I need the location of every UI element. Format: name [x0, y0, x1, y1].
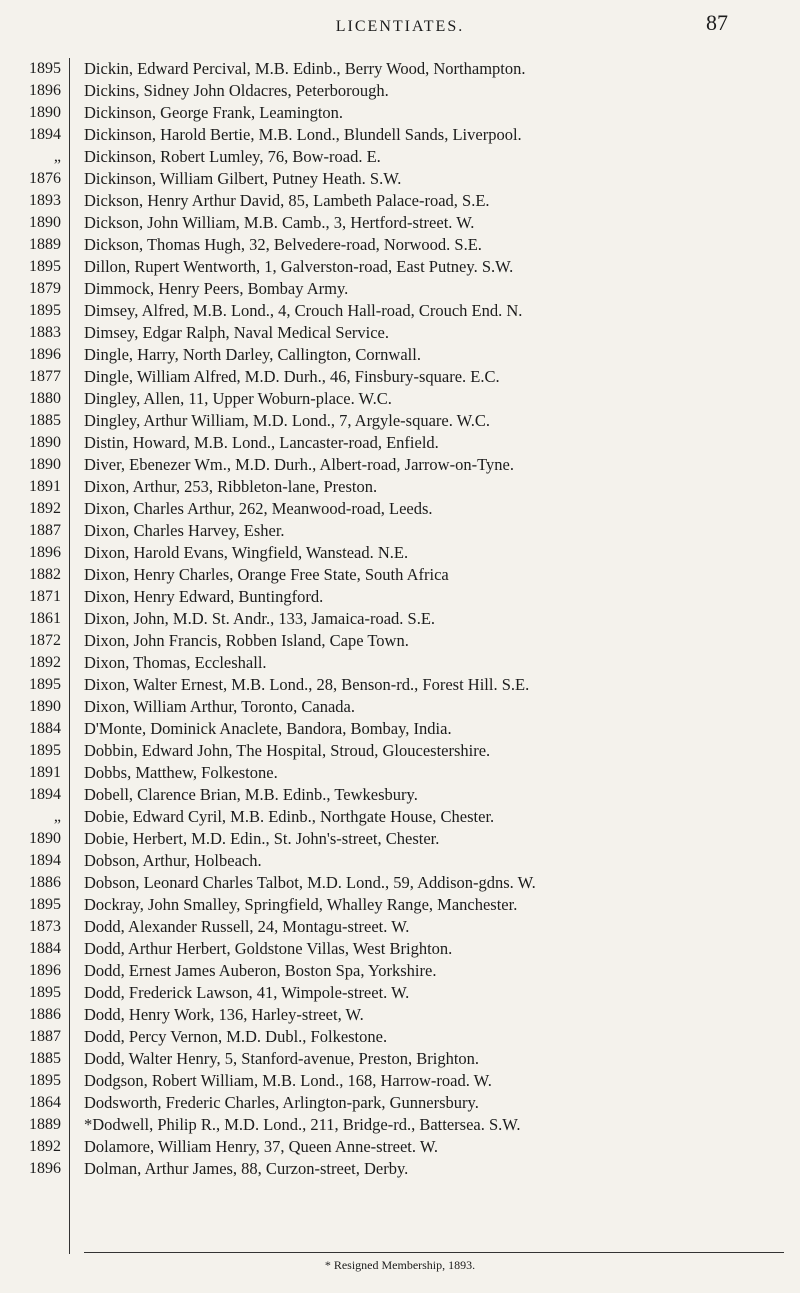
year: 1895: [29, 258, 61, 275]
entry-text: Dickinson, William Gilbert, Putney Heath. S.W.: [84, 169, 402, 188]
entry-text: Dodd, Alexander Russell, 24, Montagu-street. W.: [84, 917, 410, 936]
year: 1895: [29, 896, 61, 913]
footnote: * Resigned Membership, 1893.: [324, 1258, 476, 1272]
entry-text: Dobbs, Matthew, Folkestone.: [84, 763, 278, 782]
year: 1889: [29, 1116, 61, 1133]
entry-text: Dixon, Arthur, 253, Ribbleton-lane, Preston.: [84, 477, 378, 496]
entry-text: Dingley, Allen, 11, Upper Woburn-place. W.C.: [84, 389, 392, 408]
page-number: 87: [706, 10, 728, 35]
entry-text: Dodd, Frederick Lawson, 41, Wimpole-street. W.: [84, 983, 410, 1002]
entry-text: Dickins, Sidney John Oldacres, Peterborough.: [84, 81, 389, 100]
entry-text: Dodd, Henry Work, 136, Harley-street, W.: [84, 1005, 364, 1024]
entry-text: Dolman, Arthur James, 88, Curzon-street, Derby.: [84, 1159, 409, 1178]
year: 1889: [29, 236, 61, 253]
entry-text: Dillon, Rupert Wentworth, 1, Galverston-road, East Putney. S.W.: [84, 257, 514, 276]
year: 1871: [29, 588, 61, 605]
entry-text: Dodd, Ernest James Auberon, Boston Spa, Yorkshire.: [84, 961, 437, 980]
entry-text: Dixon, Thomas, Eccleshall.: [84, 653, 267, 672]
year: 1891: [29, 764, 61, 781]
footnote-rule: [84, 1252, 784, 1253]
entry-text: Dixon, Charles Harvey, Esher.: [84, 521, 285, 540]
year-column: [0, 58, 70, 1254]
year: 1896: [29, 346, 61, 363]
year: 1896: [29, 544, 61, 561]
year: 1876: [29, 170, 61, 187]
year: 1896: [29, 82, 61, 99]
year: 1884: [29, 720, 61, 737]
year: 1890: [29, 456, 61, 473]
entry-text: Dingle, William Alfred, M.D. Durh., 46, Finsbury-square. E.C.: [84, 367, 500, 386]
entry-text: Dixon, John Francis, Robben Island, Cape Town.: [84, 631, 409, 650]
entry-text: Dodd, Percy Vernon, M.D. Dubl., Folkestone.: [84, 1027, 388, 1046]
year: 1880: [29, 390, 61, 407]
year: 1883: [29, 324, 61, 341]
year: 1882: [29, 566, 61, 583]
year: 1894: [29, 852, 61, 869]
year: 1872: [29, 632, 61, 649]
entry-text: Dixon, Henry Edward, Buntingford.: [84, 587, 324, 606]
year: 1886: [29, 1006, 61, 1023]
entry-text: Dickinson, Robert Lumley, 76, Bow-road. E.: [84, 147, 381, 166]
entry-text: Dixon, Harold Evans, Wingfield, Wanstead. N.E.: [84, 543, 409, 562]
year: 1892: [29, 500, 61, 517]
entry-text: Dickson, Henry Arthur David, 85, Lambeth Palace-road, S.E.: [84, 191, 490, 210]
entry-text: Dodgson, Robert William, M.B. Lond., 168, Harrow-road. W.: [84, 1071, 492, 1090]
year: 1864: [29, 1094, 61, 1111]
entry-text: Dixon, Walter Ernest, M.B. Lond., 28, Benson-rd., Forest Hill. S.E.: [84, 675, 530, 694]
year: 1884: [29, 940, 61, 957]
entry-text: Dixon, John, M.D. St. Andr., 133, Jamaica-road. S.E.: [84, 609, 436, 628]
year: 1892: [29, 1138, 61, 1155]
year: 1890: [29, 830, 61, 847]
year: 1877: [29, 368, 61, 385]
entry-text: Dobson, Leonard Charles Talbot, M.D. Lond., 59, Addison-gdns. W.: [84, 873, 536, 892]
year: 1887: [29, 1028, 61, 1045]
entry-text: Dixon, Henry Charles, Orange Free State, South Africa: [84, 565, 449, 584]
year: „: [53, 808, 61, 825]
year: 1896: [29, 1160, 61, 1177]
entry-text: *Dodwell, Philip R., M.D. Lond., 211, Bridge-rd., Battersea. S.W.: [84, 1115, 521, 1134]
entry-text: Dingley, Arthur William, M.D. Lond., 7, Argyle-square. W.C.: [84, 411, 490, 430]
year: 1886: [29, 874, 61, 891]
entry-text: Dickson, John William, M.B. Camb., 3, Hertford-street. W.: [84, 213, 475, 232]
entry-text: Dodd, Walter Henry, 5, Stanford-avenue, Preston, Brighton.: [84, 1049, 480, 1068]
page-header: [0, 8, 800, 38]
entry-text: Dixon, William Arthur, Toronto, Canada.: [84, 697, 355, 716]
year: 1890: [29, 434, 61, 451]
entry-text: Dockray, John Smalley, Springfield, Whalley Range, Manchester.: [84, 895, 518, 914]
year: 1885: [29, 1050, 61, 1067]
year: 1895: [29, 302, 61, 319]
year: 1895: [29, 984, 61, 1001]
year: 1894: [29, 786, 61, 803]
entry-text: Dodd, Arthur Herbert, Goldstone Villas, West Brighton.: [84, 939, 453, 958]
year: „: [53, 148, 61, 165]
entries-column: [84, 58, 794, 1180]
entry-text: Dimmock, Henry Peers, Bombay Army.: [84, 279, 349, 298]
year: 1896: [29, 962, 61, 979]
entry-text: Dimsey, Edgar Ralph, Naval Medical Service.: [84, 323, 390, 342]
entry-text: Dickinson, George Frank, Leamington.: [84, 103, 344, 122]
entry-text: Distin, Howard, M.B. Lond., Lancaster-road, Enfield.: [84, 433, 439, 452]
year: 1873: [29, 918, 61, 935]
year: 1892: [29, 654, 61, 671]
year: 1893: [29, 192, 61, 209]
year: 1861: [29, 610, 61, 627]
entry-text: Dobson, Arthur, Holbeach.: [84, 851, 262, 870]
year: 1894: [29, 126, 61, 143]
entry-text: D'Monte, Dominick Anaclete, Bandora, Bombay, India.: [84, 719, 452, 738]
entry-text: Dingle, Harry, North Darley, Callington, Cornwall.: [84, 345, 421, 364]
year: 1895: [29, 60, 61, 77]
entry-text: Dobie, Edward Cyril, M.B. Edinb., Northgate House, Chester.: [84, 807, 495, 826]
year: 1895: [29, 676, 61, 693]
running-title: LICENTIATES.: [335, 18, 465, 35]
entry-text: Diver, Ebenezer Wm., M.D. Durh., Albert-road, Jarrow-on-Tyne.: [84, 455, 514, 474]
entry-text: Dimsey, Alfred, M.B. Lond., 4, Crouch Hall-road, Crouch End. N.: [84, 301, 523, 320]
entry-text: Dobie, Herbert, M.D. Edin., St. John's-street, Chester.: [84, 829, 440, 848]
year: 1895: [29, 742, 61, 759]
year: 1890: [29, 214, 61, 231]
year: 1887: [29, 522, 61, 539]
year: 1885: [29, 412, 61, 429]
entry-text: Dixon, Charles Arthur, 262, Meanwood-road, Leeds.: [84, 499, 433, 518]
entry-text: Dobbin, Edward John, The Hospital, Stroud, Gloucestershire.: [84, 741, 491, 760]
entry-text: Dolamore, William Henry, 37, Queen Anne-street. W.: [84, 1137, 439, 1156]
entry-text: Dodsworth, Frederic Charles, Arlington-park, Gunnersbury.: [84, 1093, 479, 1112]
year: 1879: [29, 280, 61, 297]
entry-text: Dickin, Edward Percival, M.B. Edinb., Berry Wood, Northampton.: [84, 59, 526, 78]
year: 1891: [29, 478, 61, 495]
entry-text: Dickson, Thomas Hugh, 32, Belvedere-road, Norwood. S.E.: [84, 235, 482, 254]
year: 1895: [29, 1072, 61, 1089]
entry-text: Dickinson, Harold Bertie, M.B. Lond., Blundell Sands, Liverpool.: [84, 125, 522, 144]
year: 1890: [29, 698, 61, 715]
year: 1890: [29, 104, 61, 121]
entry-text: Dobell, Clarence Brian, M.B. Edinb., Tewkesbury.: [84, 785, 418, 804]
